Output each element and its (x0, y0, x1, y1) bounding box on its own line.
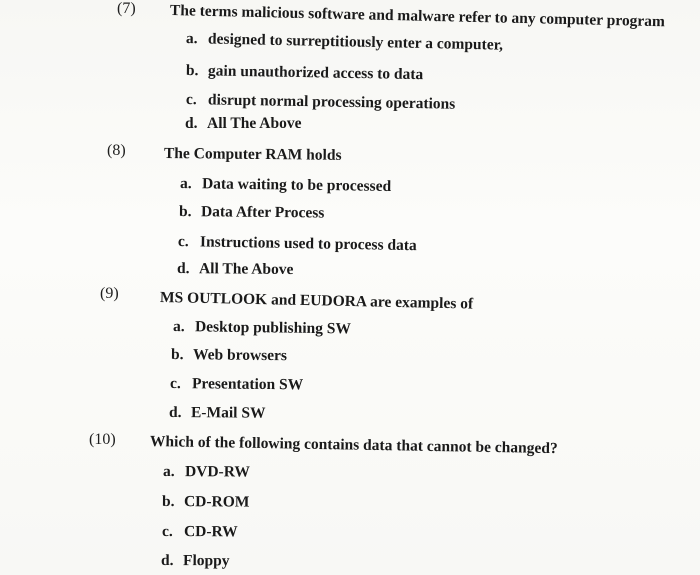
question-number: (9) (100, 285, 119, 302)
option-text: designed to surreptitiously enter a computer, (207, 30, 504, 54)
option-letter: a. (162, 463, 175, 481)
option-text: CD-ROM (183, 493, 250, 511)
option-d (177, 260, 294, 279)
question-text: MS OUTLOOK and EUDORA are examples of (159, 289, 474, 313)
option-c (178, 233, 417, 255)
option-c (186, 91, 456, 114)
question-text: Which of the following contains data that cannot be changed? (149, 433, 558, 458)
question-number: (7) (117, 0, 136, 17)
option-c (170, 375, 303, 394)
option-letter: b. (185, 62, 199, 80)
option-b (186, 62, 424, 84)
option-text: Data waiting to be processed (201, 175, 392, 195)
option-a (163, 463, 250, 482)
option-letter: d. (160, 552, 174, 570)
option-text: CD-RW (183, 523, 238, 541)
option-letter: a. (172, 318, 185, 336)
option-text: Web browsers (192, 346, 288, 365)
option-text: All The Above (198, 260, 294, 279)
option-text: All The Above (207, 115, 302, 132)
option-b (171, 346, 287, 365)
question-text: The Computer RAM holds (163, 145, 342, 164)
option-text: Presentation SW (191, 375, 304, 394)
question-text: The terms malicious software and malware refer to any computer program (169, 2, 666, 31)
option-letter: b. (178, 203, 192, 221)
option-text: Data After Process (200, 203, 325, 222)
option-text: E-Mail SW (190, 404, 266, 422)
question-number: (10) (89, 431, 116, 448)
option-letter: a. (185, 30, 198, 48)
option-text: Floppy (182, 552, 230, 570)
option-letter: d. (185, 115, 198, 132)
option-d (185, 115, 301, 133)
option-letter: c. (185, 91, 197, 109)
option-a (180, 175, 391, 196)
option-letter: b. (161, 493, 175, 511)
option-letter: d. (168, 404, 182, 422)
option-letter: a. (179, 175, 192, 193)
option-text: DVD-RW (184, 463, 250, 481)
option-letter: c. (161, 523, 173, 541)
option-b (179, 203, 325, 223)
option-letter: c. (177, 233, 189, 251)
option-letter: b. (170, 346, 184, 364)
option-text: Desktop publishing SW (194, 318, 352, 338)
option-d (161, 552, 230, 570)
option-c (162, 523, 238, 541)
option-text: disrupt normal processing operations (207, 91, 456, 113)
option-a (186, 30, 503, 55)
option-text: Instructions used to process data (199, 233, 417, 255)
question-number: (8) (107, 142, 126, 159)
option-d (169, 404, 266, 423)
option-text: gain unauthorized access to data (207, 62, 424, 84)
option-letter: d. (176, 260, 190, 278)
option-letter: c. (169, 375, 181, 393)
option-b (162, 493, 250, 512)
option-a (173, 318, 351, 338)
